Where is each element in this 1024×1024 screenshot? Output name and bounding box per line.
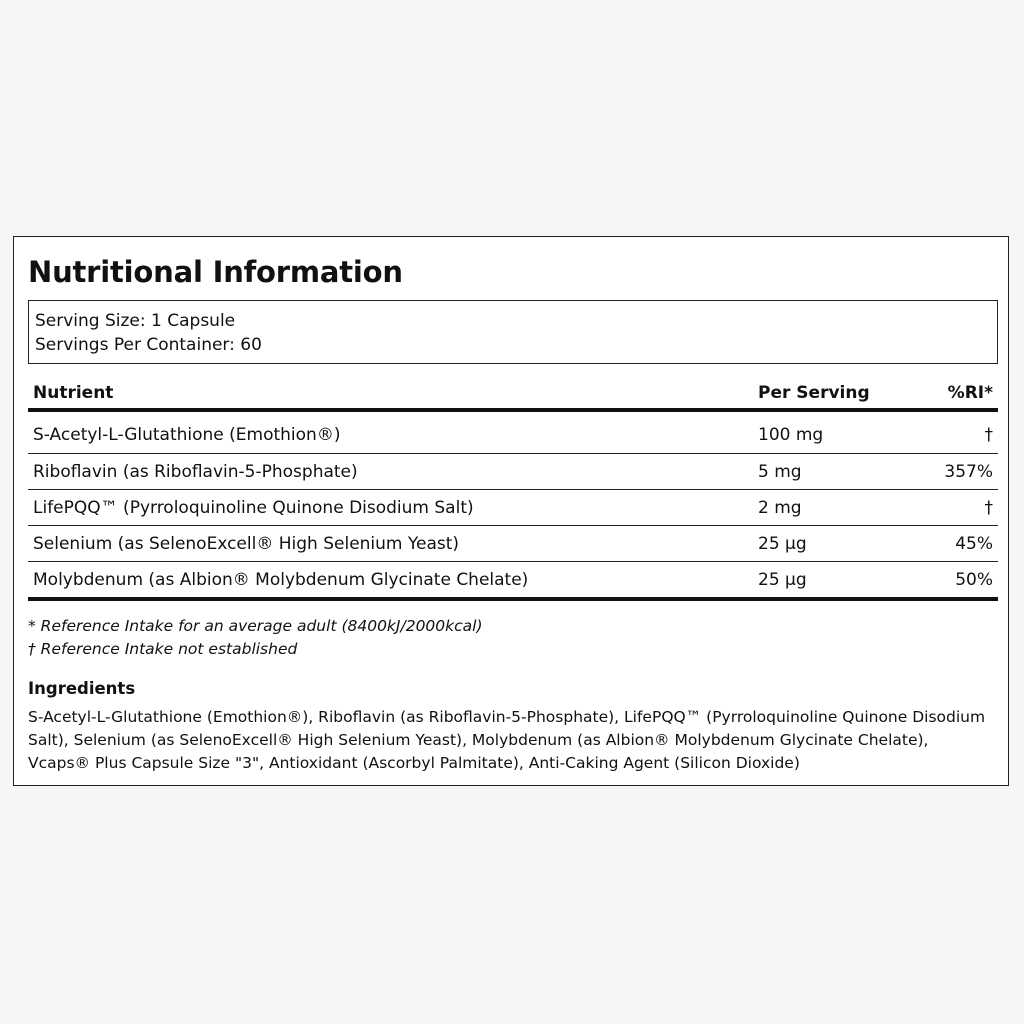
nutrient-name: Selenium (as SelenoExcell® High Selenium Yeast) [33,533,460,554]
nutrient-ri: † [984,497,993,518]
nutrient-amount: 25 µg [758,533,807,554]
nutrient-ri: † [984,424,993,445]
table-row [28,490,998,526]
table-row [28,526,998,562]
header-nutrient: Nutrient [33,382,114,403]
header-ri: %RI* [947,382,993,403]
nutrient-ri: 45% [955,533,993,554]
serving-size: Serving Size: 1 Capsule [35,311,236,331]
serving-info-box [28,300,998,364]
nutrition-panel [13,236,1009,786]
nutrient-amount: 2 mg [758,497,802,518]
table-row [28,454,998,490]
nutrient-amount: 100 mg [758,424,824,445]
table-row [28,412,998,454]
nutrient-ri: 50% [955,569,993,590]
footnote-not-established: † Reference Intake not established [28,640,298,658]
nutrient-amount: 25 µg [758,569,807,590]
nutrient-ri: 357% [944,461,993,482]
table-row [28,562,998,601]
nutrient-amount: 5 mg [758,461,802,482]
table-header-row [28,377,998,412]
footnotes [28,615,483,661]
page-title: Nutritional Information [28,255,403,289]
footnote-reference-intake: * Reference Intake for an average adult (8400kJ/2000kcal) [28,617,483,635]
nutrient-name: LifePQQ™ (Pyrroloquinoline Quinone Disodium Salt) [33,497,474,518]
nutrient-name: Molybdenum (as Albion® Molybdenum Glycinate Chelate) [33,569,529,590]
nutrient-name: Riboflavin (as Riboflavin-5-Phosphate) [33,461,358,482]
nutrient-name: S-Acetyl-L-Glutathione (Emothion®) [33,424,341,445]
ingredients-text: S-Acetyl-L-Glutathione (Emothion®), Riboflavin (as Riboflavin-5-Phosphate), LifePQQ™ (Pyrroloquinoline Quinone Disodium Salt), Selenium (as SelenoExcell® High Selenium Yeast), Molybdenum (as Albion® Molybdenum Glycinate Chelate), Vcaps® Plus Capsule Size "3", Antioxidant (Ascorbyl Palmitate), Anti-Caking Agent (Silicon Dioxide) [28,708,986,772]
servings-per-container: Servings Per Container: 60 [35,335,262,355]
ingredients-heading: Ingredients [28,679,136,698]
nutrient-table [28,377,998,601]
header-per-serving: Per Serving [758,382,870,403]
